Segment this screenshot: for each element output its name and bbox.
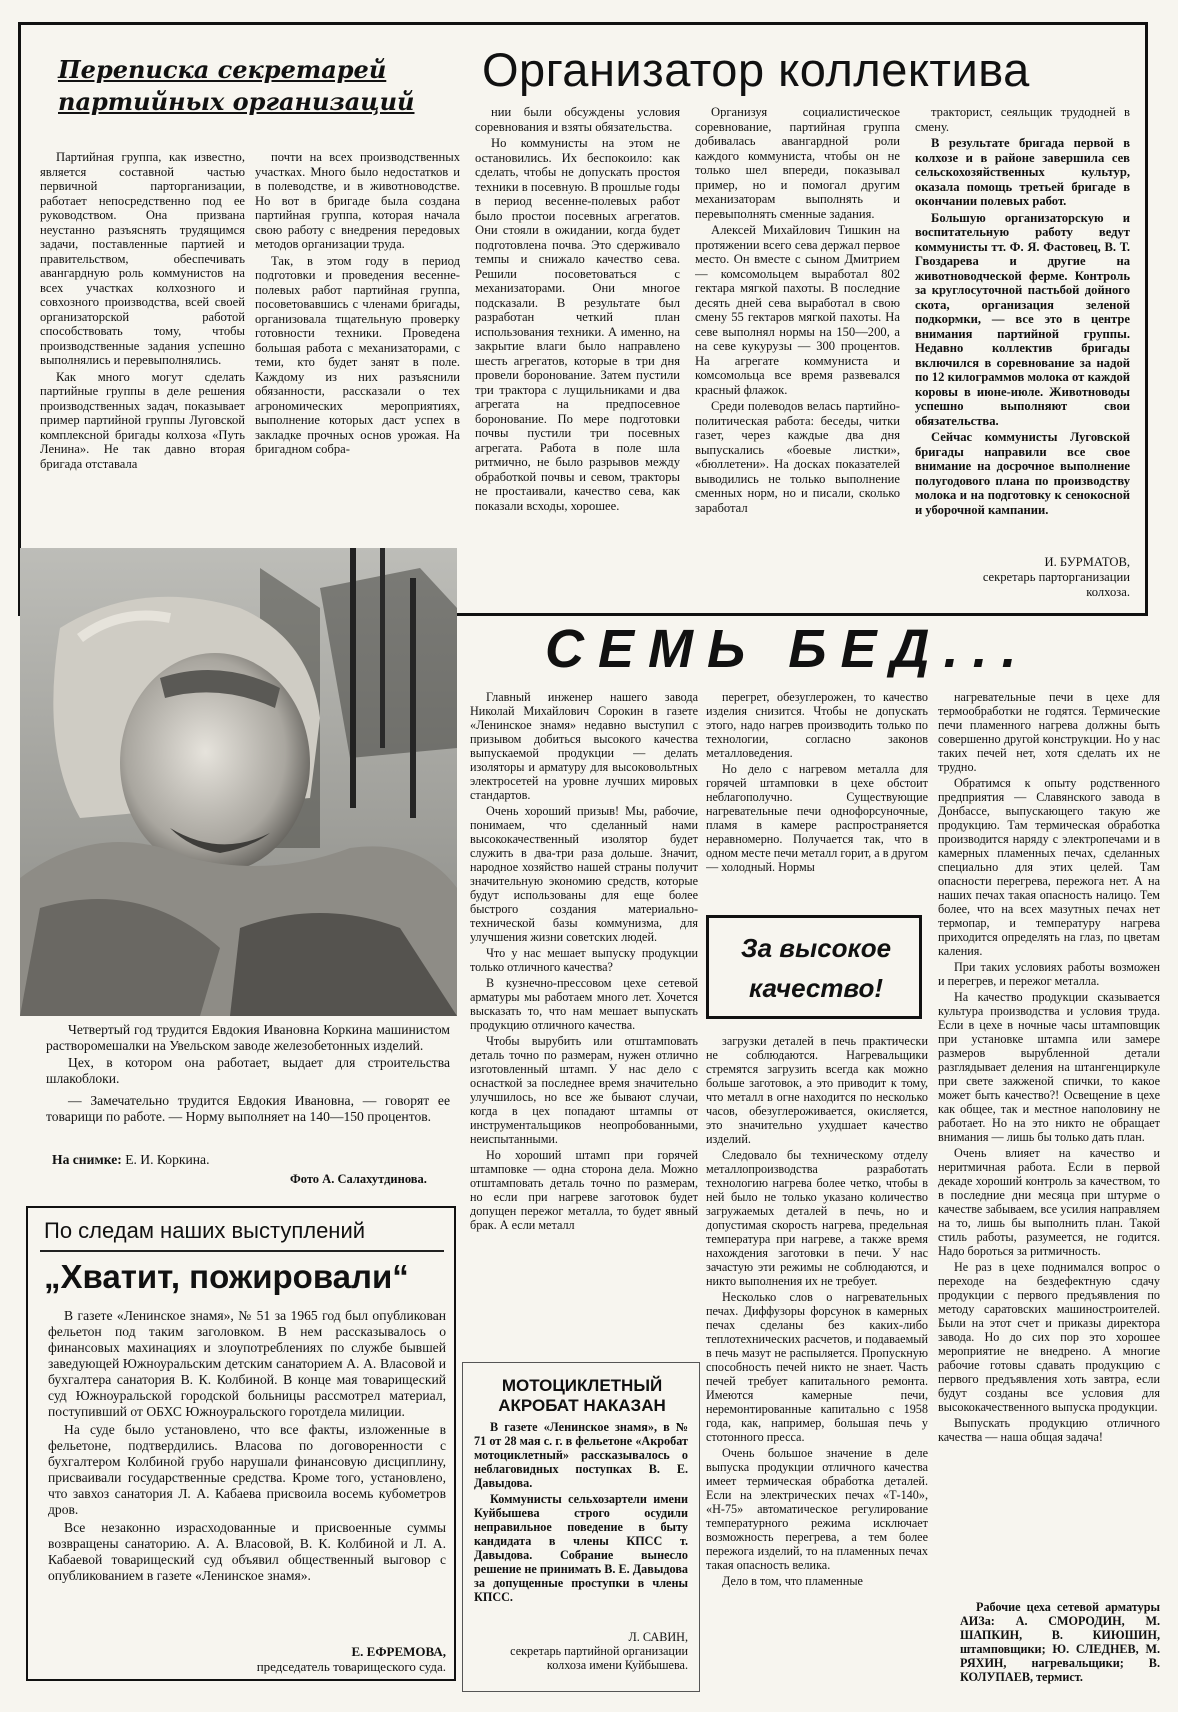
signature-text: Рабочие цеха сетевой арматуры АИЗа: А. СМОРОДИН, М. ШАПКИН, В. КИЮШИН, штамповщики; Ю. СЛЕДНЕВ, М. РЯХИН, нагревальщики; В. КОЛУПАЕВ, термист. [960,1600,1160,1684]
paragraph: Чтобы вырубить или отштамповать деталь точно по размерам, нужен отлично изготовленный штамп. У нас дело с оснасткой за последнее время значительно улучшилось, но все же бывают случаи, когда в цех попадают штампы от инструментальщиков неопробованными, неиспытанными. [470,1034,698,1146]
rubric-label: По следам наших выступлений [44,1218,366,1243]
paragraph: Сейчас коммунисты Луговской бригады направили все свое внимание на досрочное выполнение полугодового плана по производству молока и на подготовку к сенокосной и уборочной кампании. [915,430,1130,517]
worker-photo [20,548,457,1016]
paragraph: В результате бригада первой в колхозе и в районе завершила сев сельскохозяйственных культур, оказала помощь третьей бригаде в окончании полевых работ. [915,136,1130,208]
article-organizer-col-2 [255,150,460,550]
paragraph: Главный инженер нашего завода Николай Михайлович Сорокин в газете «Ленинское знамя» недавно выступил с призывом добиться высокого качества выпускаемой продукции — делать изоляторы и арматуру для высоковольтных электросетей на уровне лучших мировых стандартов. [470,690,698,802]
paragraph: загрузки деталей в печь практически не соблюдаются. Нагревальщики стремятся загрузить всегда как можно больше заготовок, а это приводит к тому, что металл в огне находится по несколько часов, обезуглероживается, окисляется, это значительно ухудшает качество изделий. [706,1034,928,1146]
signature-efremova [200,1644,446,1674]
on-photo-label: На снимке: [52,1152,122,1167]
paragraph: На качество продукции сказывается культура производства и условия труда. Если в цехе в ночные часы штамповщик при установке штампа или замере размеров вырубленной детали разглядывает деления на штангенциркуле при свете зажженой спички, то какое может быть качество?! Освещение в цехе как общее, так и местное наполовину не работает. Но на это никто не обращает внимания — лишь бы только дать план. [938,990,1160,1144]
photo-image [20,548,457,1016]
photo-subject [52,1152,209,1168]
paragraph: Как много могут сделать партийные группы в деле решения производственных задач, показывает пример партийной группы Луговской комплексной бригады колхоза «Путь Ленина». Не так давно вторая бригада отставала [40,369,245,471]
paragraph: При таких условиях работы возможен и перегрев, и пережог металла. [938,960,1160,988]
paragraph: На суде было установлено, что все факты, изложенные в фельетоне, подтвердились. Власова по договоренности с бухгалтером Колбиной грубо нарушали финансовую дисциплину, присваивали государственные средства. Кроме того, установлено, что завхоз санатория Л. А. Кабаева присвоила восемь кубометров дров. [48,1422,446,1517]
caption-line: — Замечательно трудится Евдокия Ивановна, — говорят ее товарищи по работе. — Норму выполняет на 140—150 процентов. [46,1093,450,1124]
paragraph: Очень большое значение в деле выпуска продукции отличного качества имеет термическая обработка деталей. Если на электрических печах «Т-140», «Н-75» автоматическое регулирование температурного режима исключает возможность перегрева, а тем более пережога изделий, то на пламенных печах такая опасность велика. [706,1446,928,1572]
photo-credit: Фото А. Салахутдинова. [290,1172,427,1186]
signature-name: И. БУРМАТОВ, [1044,555,1130,569]
signature-workers [960,1600,1160,1705]
article-akrobat-body [474,1420,688,1630]
paragraph: Следовало бы техническому отделу металлопроизводства разработать технологию нагрева более четко, чтобы в ней было не только указано количество загружаемых деталей в печь, но и допустимая скорость нагрева, предельная температура при нагреве, а также время нахождения заготовки в печи. У нас зачастую эти режимы не соблюдаются, и никто выполнения их не требует. [706,1148,928,1288]
article-title-sem-bed: СЕМЬ БЕД... [545,619,1031,679]
paragraph: Обратимся к опыту родственного предприятия — Славянского завода в Донбассе, выпускающего такую же продукцию. Там термическая обработка производится наряду с электропечами и в камерных пламенных печах, сделанных специально для этих целей. Там опасности перегрева, пережога нет. А на наших печах такая опасность налицо. Тем более, что на всех мазутных печах нет термопар, и температуру нагрева приходится определять на глаз, по цветам каления. [938,776,1160,958]
signature-role: секретарь партийной организации колхоза имени Куйбышева. [510,1644,688,1672]
paragraph: Не раз в цехе поднимался вопрос о переходе на бездефектную сдачу продукции с первого предъявления по методу саратовских машиностроителей. Были на этот счет и приказы директора завода. Но до сих пор это хорошее мероприятие не внедрено. А многие рабочие готовы сдавать продукцию с первого предъявления хоть завтра, если будут созданы все условия для высококачественного выпуска продукции. [938,1260,1160,1414]
paragraph: нии были обсуждены условия соревнования и взяты обязательства. [475,105,680,134]
paragraph: Очень влияет на качество и неритмичная работа. Если в первой декаде хороший контроль за качеством, то в последние дни месяца при штурме о качестве забываем, все усилия направляем на то, лишь бы выполнить план. Такой стиль работы, разумеется, не годится. Надо бороться за ритмичность. [938,1146,1160,1258]
paragraph: Но коммунисты на этом не остановились. Их беспокоило: как сделать, чтобы не допускать простоя техники в посевную. В прошлые годы в период весенне-полевых работ было простои посевных агрегатов. Они стояли в ожидании, когда будет подготовлена почва. Это сдерживало темпы и снижало качество сева. Решили посоветоваться с механизаторами. Они многое подсказали. В результате был разработан четкий план использования техники. А именно, на закрытие влаги было направлено шесть агрегатов, которые в три дня провели боронование. Затем пустили три трактора с лущильниками и два агрегата на предпосевное боронование. По мере подготовки почвы пустили три посевных агрегата. Работа в поле шла ритмично, не было разрывов между обработкой почвы и севом, тракторы не простаивали, качество сева, как показали всходы, хорошее. [475,136,680,513]
signature-name: Л. САВИН, [628,1630,688,1644]
paragraph: Очень хороший призыв! Мы, рабочие, понимаем, что сделанный нами высококачественный изолятор будет служить в два-три раза дольше. Значит, народное хозяйство нашей страны получит значительную экономию средств, которые будут использованы для еще более быстрого создания материально-технической базы коммунизма, для улучшения жизни советских людей. [470,804,698,944]
paragraph: Так, в этом году в период подготовки и проведения весенне-полевых работ партийная группа, посоветовавшись с членами бригады, организовала тщательную проверку готовности техники. Проведена большая работа с механизаторами, с теми, кто будет занят в поле. Каждому из них разъяснили обязанности, рассказали о тех агрономических мероприятиях, выполнение которых даст успех в закладке прочных основ урожая. На бригадном собра- [255,253,460,456]
paragraph: Коммунисты сельхозартели имени Куйбышева строго осудили неправильное поведение в быту кандидата в члены КПСС т. Давыдова. Собрание вынесло решение не принимать В. Е. Давыдова за допущенные проступки в члены КПСС. [474,1492,688,1604]
paragraph: нагревательные печи в цехе для термообработки не годятся. Термические печи пламенного нагрева должны быть совершенно другой конструкции. Но у нас таких печей нет, хотя сделать их не трудно. [938,690,1160,774]
paragraph: Несколько слов о нагревательных печах. Диффузоры форсунок в камерных печах сделаны без каких-либо теплотехнических расчетов, и подаваемый в печь мазут не распыляется. Пропускную способность печей никто не знает. Часть печей требует капитального ремонта. Имеются камерные печи, неремонтированные капитально с 1958 года, как, например, большая печь у стотонного пресса. [706,1290,928,1444]
paragraph: Партийная группа, как известно, является составной частью первичной парторганизации, работает непосредственно под ее руководством. Она призвана неустанно разъяснять трудящимся задачи, поставленные партией и правительством, обеспечивать авангардную роль коммунистов на всех участках колхозного и совхозного производства, всей своей организаторской работой способствовать тому, чтобы производственные задания успешно выполнялись и перевыполнялись. [40,150,245,367]
rubric-heading: Переписка секретарей партийных организаций [58,55,415,116]
paragraph: Организуя социалистическое соревнование, партийная группа добивалась авангардной роли каждого коммуниста, чтобы он не только шел впереди, показывал пример, но и помогал другим механизаторам выполнять и перевыполнять сменные задания. [695,105,900,221]
signature-savin [474,1630,688,1672]
article-organizer-col-3 [475,105,680,595]
slogan-text: За высокое качество! [740,933,892,1003]
article-hvatit-body [48,1308,446,1638]
paragraph: Что у нас мешает выпуску продукции только отличного качества? [470,946,698,974]
caption-line: Цех, в котором она работает, выдает для строительства шлакоблоки. [46,1055,450,1086]
paragraph: почти на всех производственных участках. Много было недостатков и в полеводстве, и в животноводстве. Но вот в бригаде была создана партийная группа, которая начала свою работу с внедрения передовых методов организации труда. [255,150,460,251]
signature-role: секретарь парторганизации колхоза. [982,570,1130,599]
paragraph: Алексей Михайлович Тишкин на протяжении всего сева держал первое место. Он вместе с сыном Дмитрием — комсомольцем выработал 802 гектара мягкой пахоты. В последние десять дней сева выработал в свою смену 55 гектаров мягкой пахоты. На севе выполнял нормы на 150—200, а на севе кукурузы — 300 процентов. На агрегате коммуниста и комсомольца все время развевался красный флажок. [695,223,900,397]
on-photo-value: Е. И. Коркина. [125,1152,210,1167]
paragraph: В газете «Ленинское знамя», в № 71 от 28 мая с. г. в фельетоне «Акробат мотоциклетный» рассказывалось о неблаговидных поступках В. Е. Давыдова. [474,1420,688,1490]
caption-line: Четвертый год трудится Евдокия Ивановна Коркина машинистом растворомешалки на Увельском заводе железобетонных изделий. [46,1022,450,1053]
page-title: Организатор коллектива [482,43,1030,96]
article-sem-bed-col-1 [470,690,698,1250]
article-organizer-col-1 [40,150,245,550]
paragraph: Все незаконно израсходованные и присвоенные суммы возвращены санаторию. А. А. Власовой, В. К. Колбиной и Л. А. Кабаевой товарищеский суд объявил общественный выговор с опубликованием в газете «Ленинское знамя». [48,1520,446,1583]
paragraph: В кузнечно-прессовом цехе сетевой арматуры мы работаем много лет. Хочется высказать то, что нам мешает выпускать продукцию отличного качества. [470,976,698,1032]
slogan-box [706,915,922,1019]
paragraph: Среди полеводов велась партийно-политическая работа: беседы, читки газет, через каждые два дня выпускались «боевые листки», «бюллетени». На досках показателей выводились не только выполнение сменных норм, но и писали, сколько заработал [695,399,900,515]
photo-caption-quote [46,1093,450,1129]
paragraph: Дело в том, что пламенные [722,1574,863,1588]
paragraph: Большую организаторскую и воспитательную работу ведут коммунисты тт. Ф. Я. Фастовец, В. Т. Гвоздарева и другие на животноводческой ферме. Контроль за круглосуточной пастьбой дойного скота, организация зеленой подкормки, — все это в центре внимания партийной группы. Недавно коллектив бригады включился в соревнование за надой по 12 килограммов молока от каждой коровы в июне-июле. Животноводы успешно выполняют свои обязательства. [915,210,1130,428]
article-sem-bed-col-3 [938,690,1160,1595]
signature-role: председатель товарищеского суда. [256,1659,446,1674]
article-sem-bed-col-2-bottom [706,1034,928,1706]
signature-name: Е. ЕФРЕМОВА, [351,1644,446,1659]
photo-caption [46,1022,450,1090]
paragraph: Но хороший штамп при горячей штамповке — одна сторона дела. Можно отштамповать деталь точно по размерам, но если при нагреве заготовок будет допущен пережог металла, то будет явный брак. А если металл [470,1148,698,1232]
article-sem-bed-col-2-top [706,690,928,912]
signature-burmatov [940,555,1130,600]
paragraph: Но дело с нагревом металла для горячей штамповки в цехе обстоит неблагополучно. Существующие нагревательные печи однофорсуночные, пламя в камере распространяется неравномерно. Получается так, что в одном месте печи металл горит, а в другом — холодный. Нормы [706,762,928,874]
rubric-underline [40,1250,444,1252]
article-title: „Хватит, пожировали“ [44,1258,409,1295]
paragraph: Выпускать продукцию отличного качества — наша общая задача! [938,1416,1160,1444]
article-organizer-col-4 [695,105,900,595]
article-akrobat-title: МОТОЦИКЛЕТНЫЙ АКРОБАТ НАКАЗАН [498,1376,666,1415]
paragraph: В газете «Ленинское знамя», № 51 за 1965 год был опубликован фельетон под таким заголовком. В нем рассказывалось о финансовых махинациях и злоупотреблениях по службе бывшей заведующей Южноуральским детским санаторием А. А. Власовой и бухгалтера санатория В. К. Колбиной. В конце мая товарищеский суд Южноуральской городской больницы рассмотрел материал, поступивший от ОБХС Южноуральского горотдела милиции. [48,1308,446,1419]
paragraph: перегрет, обезуглерожен, то качество изделия снизится. Чтобы не допускать этого, надо нагрев производить только по технологии, согласно законов металловедения. [706,690,928,760]
paragraph: тракторист, сеяльщик трудодней в смену. [915,105,1130,134]
article-organizer-col-5 [915,105,1130,550]
